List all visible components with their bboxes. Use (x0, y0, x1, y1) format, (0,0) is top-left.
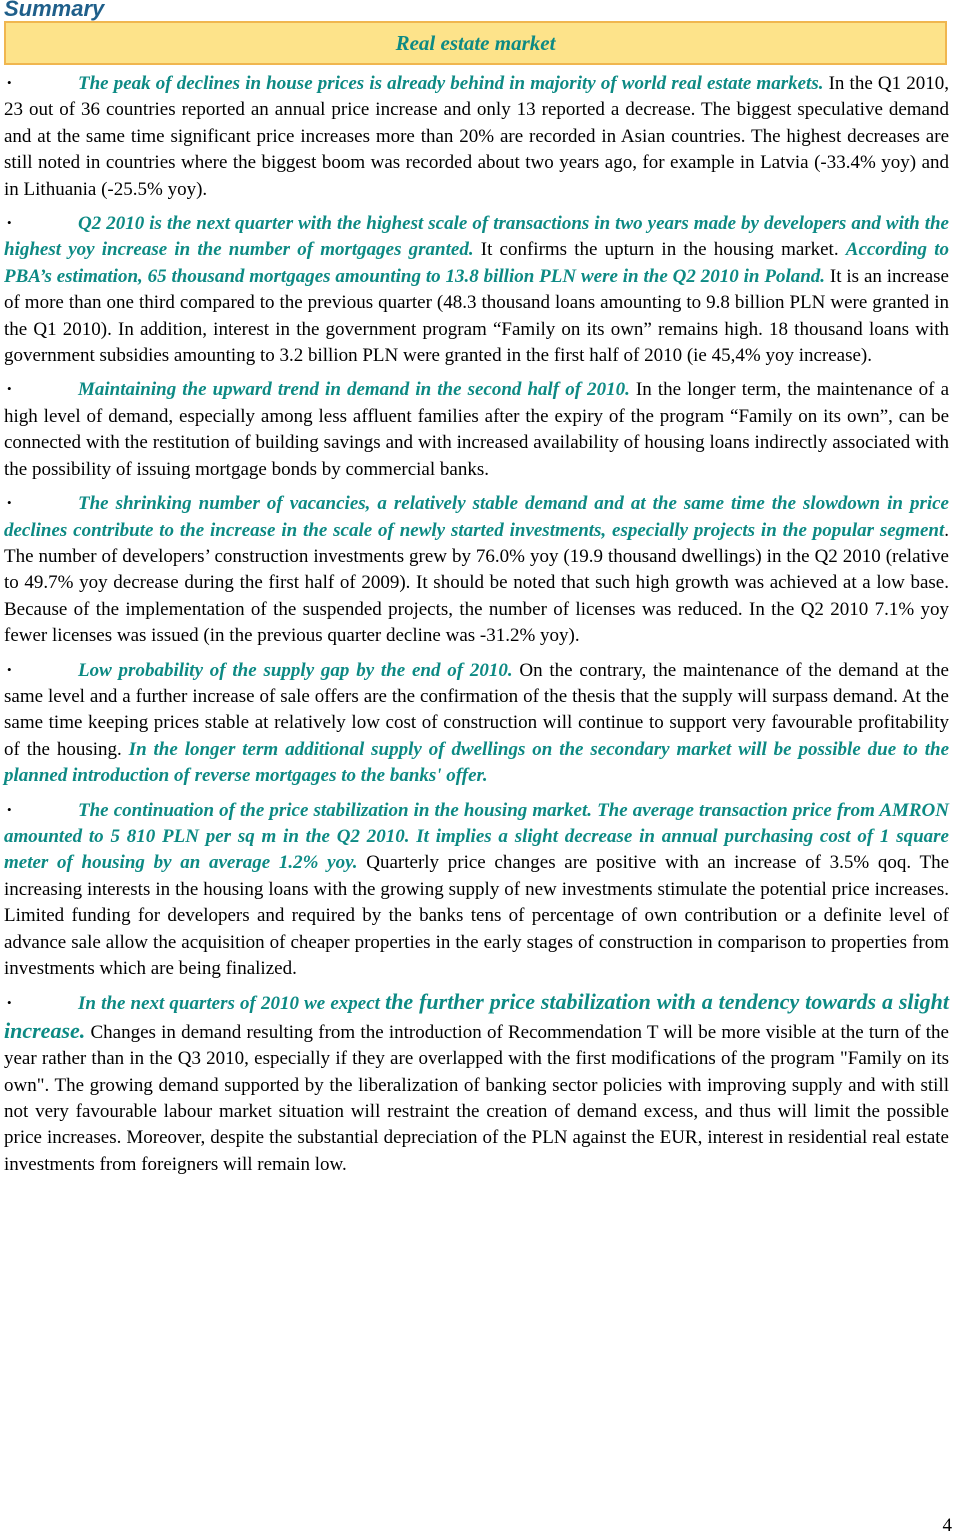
section-title: Real estate market (395, 31, 556, 55)
bullet-list (4, 70, 949, 1178)
bullet-paragraph (4, 70, 949, 203)
bullet-icon: • (7, 661, 12, 677)
body-text: Quarterly price changes are positive with an increase of 3.5% qoq. The increasing interests in the housing loans with the growing supply of new investments stimulate the potential price increases. Limited funding for developers and required by the banks tens of percentage of own contribution or a definite level of advance sale allow the acquisition of cheaper properties in the early stages of construction in comparison to properties from investments which are being finalized. (4, 852, 949, 979)
highlight-text: The peak of declines in house prices is already behind in majority of world real estate markets. (78, 73, 824, 94)
bullet-icon: • (7, 495, 12, 511)
highlight-text: In the next quarters of 2010 we expect (78, 993, 386, 1015)
body-text: Changes in demand resulting from the introduction of Recommendation T will be more visible at the turn of the year rather than in the Q3 2010, especially if they are overlapped with the first modifications of the program "Family on its own". The growing demand supported by the liberalization of banking sector policies with improving supply and with still not very favourable labour market situation will restraint the creation of demand excess, and thus will limit the possible price increases. Moreover, despite the substantial depreciation of the PLN against the EUR, interest in residential real estate investments from foreigners will remain low. (4, 1021, 949, 1175)
highlight-text: The continuation of the price stabilization in the housing market. The average transaction price from AMRON amounted to 5 810 PLN per sq m in the Q2 2010. It implies a slight decrease in annual purchasing cost of 1 square meter of housing by an average 1.2% yoy. (4, 799, 949, 874)
bullet-paragraph (4, 657, 949, 790)
body-text: In the Q1 2010, 23 out of 36 countries reported an annual price increase and only 13 reported a decrease. The biggest speculative demand and at the same time significant price increases more than 20% are recorded in Asian countries. The highest decreases are still noted in countries where the biggest boom was recorded about two years ago, for example in Latvia (-33.4% yoy) and in Lithuania (-25.5% yoy). (4, 73, 949, 200)
summary-heading: Summary (4, 0, 105, 21)
body-text: It is an increase of more than one third compared to the previous quarter (48.3 thousand loans amounting to 9.8 billion PLN were granted in the Q1 2010). In addition, interest in the government program “Family on its own” remains high. 18 thousand loans with government subsidies amounting to 3.2 billion PLN were granted in the first half of 2010 (ie 45,4% yoy increase). (4, 265, 949, 367)
bullet-paragraph (4, 490, 949, 649)
highlight-text: Low probability of the supply gap by the end of 2010. (78, 659, 513, 681)
body-text: On the contrary, the maintenance of the demand at the same level and a further increase of sale offers are the confirmation of the thesis that the supply will surpass demand. At the same time keeping prices stable at relatively low cost of construction will continue to support very favourable profitability of the housing. (4, 659, 949, 760)
highlight-text: the further price stabilization with a tendency towards a slight increase. (4, 989, 949, 1043)
bullet-paragraph (4, 989, 949, 1178)
bullet-icon: • (7, 215, 12, 231)
bullet-paragraph (4, 797, 949, 983)
highlight-text: Q2 2010 is the next quarter with the highest scale of transactions in two years made by developers and with the highest yoy increase in the number of mortgages granted. (4, 213, 949, 261)
body-text: It confirms the upturn in the housing market. (473, 239, 846, 261)
highlight-text: According to PBA’s estimation, 65 thousand mortgages amounting to 13.8 billion PLN were in the Q2 2010 in Poland. (4, 239, 949, 287)
body-text: In the longer term, the maintenance of a high level of demand, especially among less affluent families after the expiry of the program “Family on its own”, can be connected with the restitution of building savings and with increased availability of housing loans indirectly associated with the possibility of issuing mortgage bonds by commercial banks. (4, 379, 950, 480)
bullet-icon: • (7, 75, 12, 90)
highlight-text: In the longer term additional supply of dwellings on the secondary market will be possible due to the planned introduction of reverse mortgages to the banks' offer. (4, 738, 950, 787)
bullet-icon: • (7, 995, 12, 1011)
bullet-icon: • (7, 381, 12, 397)
section-banner (4, 21, 947, 65)
bullet-icon: • (7, 801, 12, 817)
bullet-paragraph (4, 210, 949, 369)
highlight-text: The shrinking number of vacancies, a relatively stable demand and at the same time the slowdown in price declines contribute to the increase in the scale of newly started investments, especially projects in the popular segment (4, 493, 949, 541)
highlight-text: Maintaining the upward trend in demand in the second half of 2010. (78, 379, 630, 401)
page-number: 4 (942, 1515, 952, 1536)
body-text: . The number of developers’ construction investments grew by 76.0% yoy (19.9 thousand dwellings) in the Q2 2010 (relative to 49.7% yoy decrease during the first half of 2009). It should be noted that such high growth was achieved at a low base. Because of the implementation of the suspended projects, the number of licenses was reduced. In the Q2 2010 7.1% yoy fewer licenses was issued (in the previous quarter decline was -31.2% yoy). (4, 519, 949, 647)
bullet-paragraph (4, 376, 949, 483)
